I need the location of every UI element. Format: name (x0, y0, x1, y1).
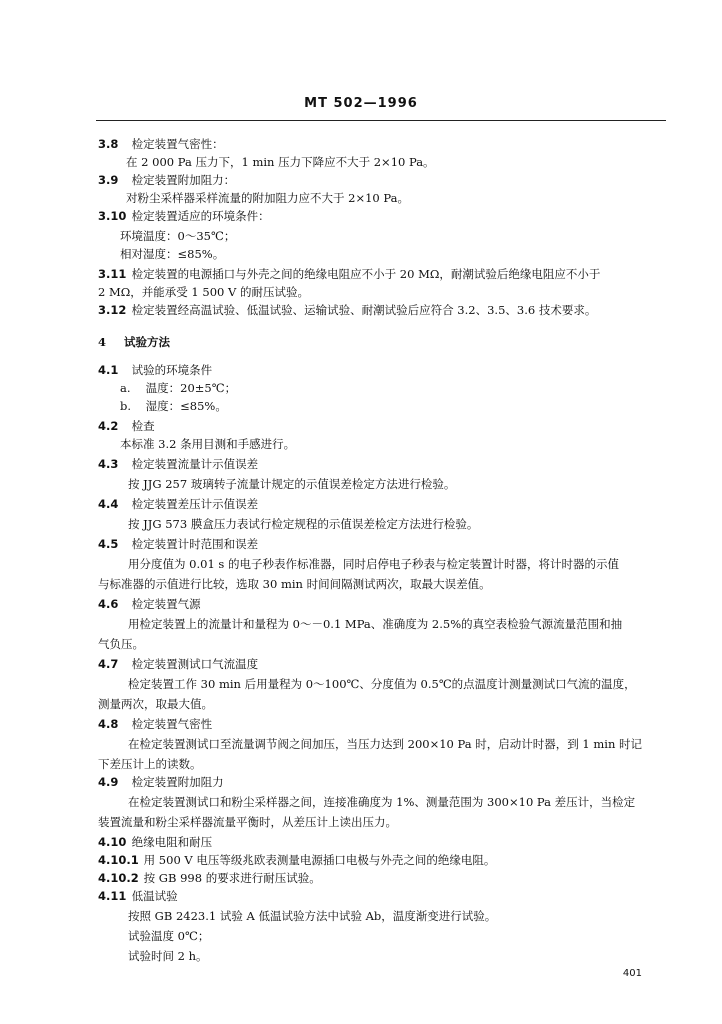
clause-text: 用检定装置上的流量计和量程为 0～－0.1 MPa、准确度为 2.5%的真空表检验气源流量范围和抽 (128, 617, 623, 631)
clause-4-11: 4.11 低温试验 (98, 889, 178, 903)
clause-4-7: 4.7 检定装置测试口气流温度 (98, 657, 259, 671)
clause-text: 在检定装置测试口至流量调节阀之间加压，当压力达到 200×10 Pa 时，启动计时器，到 1 min 时记 (128, 737, 643, 751)
clause-text: 试验温度 0℃； (128, 929, 210, 943)
page-header: MT 502—1996 (304, 96, 418, 111)
clause-4-8: 4.8 检定装置气密性 (98, 717, 213, 731)
clause-text: 本标准 3.2 条用目测和手感进行。 (120, 437, 296, 451)
clause-3-11: 3.11 检定装置的电源插口与外壳之间的绝缘电阻应不小于 20 MΩ，耐潮试验后绝缘电阻应不小于 (98, 267, 601, 281)
clause-4-1: 4.1 试验的环境条件 (98, 363, 213, 377)
clause-4-10-1: 4.10.1 用 500 V 电压等级兆欧表测量电源插口电极与外壳之间的绝缘电阻。 (98, 853, 496, 867)
clause-text: 相对湿度：≤85%。 (120, 247, 225, 261)
clause-text: 在 2 000 Pa 压力下，1 min 压力下降应不大于 2×10 Pa。 (126, 155, 435, 169)
clause-4-5: 4.5 检定装置计时范围和误差 (98, 537, 259, 551)
clause-4-2: 4.2 检查 (98, 419, 155, 433)
clause-text: 气负压。 (98, 637, 144, 651)
header-rule (96, 120, 666, 121)
clause-3-12: 3.12 检定装置经高温试验、低温试验、运输试验、耐潮试验后应符合 3.2、3.5、3.6 技术要求。 (98, 303, 597, 317)
clause-3-9: 3.9 检定装置附加阻力： (98, 173, 236, 187)
clause-text: 对粉尘采样器采样流量的附加阻力应不大于 2×10 Pa。 (126, 191, 409, 205)
clause-4-3: 4.3 检定装置流量计示值误差 (98, 457, 259, 471)
clause-text: 2 MΩ，并能承受 1 500 V 的耐压试验。 (98, 285, 309, 299)
clause-text: 装置流量和粉尘采样器流量平衡时，从差压计上读出压力。 (98, 815, 397, 829)
clause-4-10: 4.10 绝缘电阻和耐压 (98, 835, 213, 849)
clause-text: 测量两次，取最大值。 (98, 697, 213, 711)
page-number: 401 (622, 968, 642, 979)
clause-3-10: 3.10 检定装置适应的环境条件： (98, 209, 270, 223)
clause-3-8: 3.8 检定装置气密性： (98, 137, 224, 151)
list-item-b: b. 湿度：≤85%。 (120, 399, 227, 413)
clause-4-4: 4.4 检定装置差压计示值误差 (98, 497, 259, 511)
list-item-a: a. 温度：20±5℃； (120, 381, 237, 395)
clause-text: 环境温度：0～35℃； (120, 229, 236, 243)
clause-text: 在检定装置测试口和粉尘采样器之间，连接准确度为 1%、测量范围为 300×10 Pa 差压计，当检定 (128, 795, 636, 809)
clause-4-6: 4.6 检定装置气源 (98, 597, 201, 611)
clause-text: 试验时间 2 h。 (128, 949, 208, 963)
clause-text: 检定装置工作 30 min 后用量程为 0～100℃、分度值为 0.5℃的点温度计测量测试口气流的温度， (128, 677, 636, 691)
clause-text: 按照 GB 2423.1 试验 A 低温试验方法中试验 Ab，温度渐变进行试验。 (128, 909, 497, 923)
clause-4-9: 4.9 检定装置附加阻力 (98, 775, 224, 789)
clause-text: 与标准器的示值进行比较，选取 30 min 时间间隔测试两次，取最大误差值。 (98, 577, 491, 591)
clause-text: 用分度值为 0.01 s 的电子秒表作标准器，同时启停电子秒表与检定装置计时器，将计时器的示值 (128, 557, 619, 571)
clause-text: 下差压计上的读数。 (98, 757, 202, 771)
clause-text: 按 JJG 257 玻璃转子流量计规定的示值误差检定方法进行检验。 (128, 477, 456, 491)
clause-text: 按 JJG 573 膜盒压力表试行检定规程的示值误差检定方法进行检验。 (128, 517, 479, 531)
clause-4-10-2: 4.10.2 按 GB 998 的要求进行耐压试验。 (98, 871, 321, 885)
section-4-heading: 4 试验方法 (98, 335, 171, 349)
